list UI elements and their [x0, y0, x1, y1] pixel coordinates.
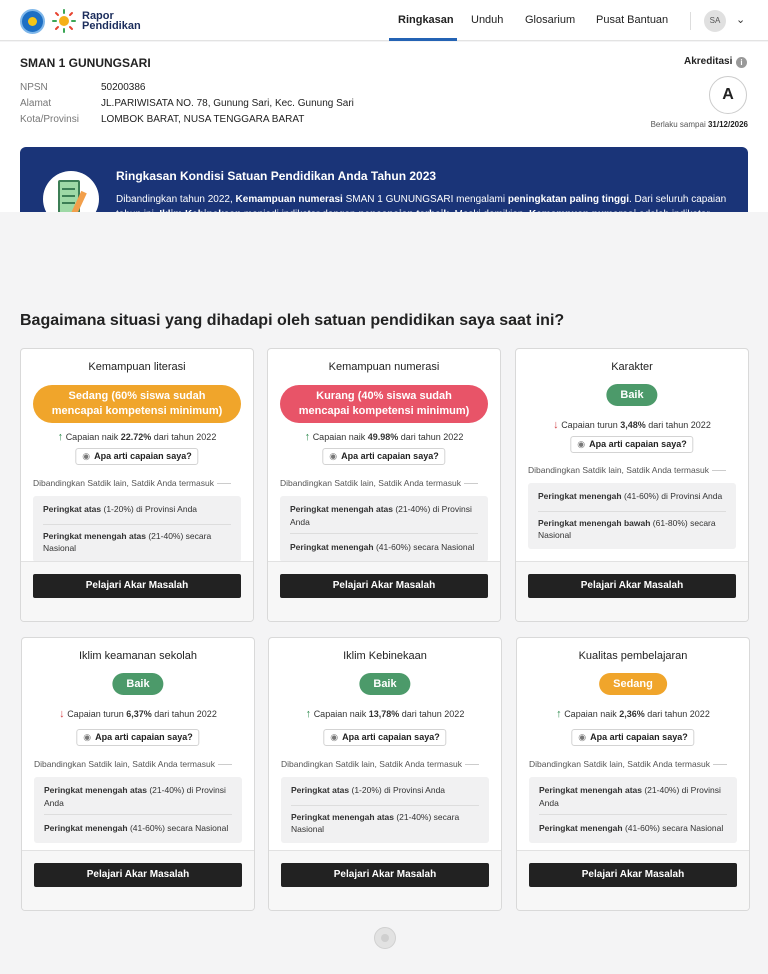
- card-footer: [517, 850, 749, 910]
- arrow-down-icon: ↓: [59, 708, 65, 720]
- nav-divider: [690, 12, 691, 30]
- rank-province: Peringkat menengah atas (21-40%) di Provinsi Anda: [290, 504, 472, 527]
- card-title: Kemampuan literasi: [88, 361, 186, 373]
- trend-text: ↑ Capaian naik 13,78% dari tahun 2022: [305, 708, 465, 720]
- pelajari-akar-masalah-button[interactable]: Pelajari Akar Masalah: [280, 574, 488, 598]
- chevron-down-icon[interactable]: ⌄: [736, 14, 746, 26]
- nav-ringkasan[interactable]: Ringkasan: [398, 14, 454, 26]
- kemendikbud-logo-icon: [20, 9, 45, 34]
- status-badge: Baik: [112, 673, 163, 695]
- card-footer: [22, 850, 254, 910]
- akreditasi-label: Akreditasi: [684, 56, 733, 67]
- compare-label: Dibandingkan Satdik lain, Satdik Anda termasuk: [280, 478, 488, 488]
- eye-icon: ◉: [330, 732, 339, 742]
- rank-national: Peringkat menengah (41-60%) secara Nasional: [290, 542, 475, 552]
- footer-logo-icon: [374, 927, 396, 949]
- trend-text: ↑ Capaian naik 49.98% dari tahun 2022: [304, 431, 464, 443]
- status-badge: Sedang (60% siswa sudah mencapai kompetensi minimum): [33, 385, 241, 423]
- card-numerasi: [267, 348, 501, 622]
- compare-label: Dibandingkan Satdik lain, Satdik Anda termasuk: [34, 759, 242, 769]
- rank-province: Peringkat atas (1-20%) di Provinsi Anda: [43, 504, 198, 514]
- banner-text: Dibandingkan tahun 2022, Kemampuan numerasi SMAN 1 GUNUNGSARI mengalami peningkatan paling tinggi. Dari seluruh capaian: [116, 194, 727, 205]
- card-title: Kualitas pembelajaran: [578, 650, 688, 662]
- card-title: Iklim keamanan sekolah: [78, 650, 197, 662]
- status-badge: Sedang: [599, 673, 667, 695]
- compare-label: Dibandingkan Satdik lain, Satdik Anda termasuk: [528, 465, 736, 475]
- npsn-label: NPSN: [20, 82, 48, 93]
- compare-label: Dibandingkan Satdik lain, Satdik Anda termasuk: [281, 759, 489, 769]
- trend-text: ↓ Capaian turun 3,48% dari tahun 2022: [553, 419, 711, 431]
- active-tab-indicator: [389, 38, 457, 41]
- berlaku-text: Berlaku sampai 31/12/2026: [650, 120, 748, 129]
- kota-value: LOMBOK BARAT, NUSA TENGGARA BARAT: [101, 114, 305, 125]
- compare-label: Dibandingkan Satdik lain, Satdik Anda termasuk: [529, 759, 737, 769]
- kota-label: Kota/Provinsi: [20, 114, 79, 125]
- school-name: SMAN 1 GUNUNGSARI: [20, 56, 151, 70]
- card-footer: [268, 561, 500, 621]
- apa-arti-button[interactable]: ◉ Apa arti capaian saya?: [570, 436, 693, 453]
- card-title: Iklim Kebinekaan: [343, 650, 427, 662]
- rank-national: Peringkat menengah atas (21-40%) secara Nasional: [291, 811, 460, 834]
- nav-unduh[interactable]: Unduh: [471, 14, 504, 26]
- brand-name[interactable]: Rapor Pendidikan: [82, 10, 141, 32]
- rank-national: Peringkat menengah (41-60%) secara Nasional: [44, 823, 229, 833]
- arrow-up-icon: ↑: [57, 431, 64, 443]
- avatar[interactable]: SA: [704, 10, 726, 32]
- card-kualitas-pembelajaran: [516, 637, 750, 911]
- rank-province: Peringkat atas (1-20%) di Provinsi Anda: [291, 785, 446, 795]
- top-nav: [0, 0, 768, 41]
- card-footer: [21, 561, 253, 621]
- card-iklim-kebinekaan: [268, 637, 502, 911]
- arrow-up-icon: ↑: [556, 708, 562, 720]
- rank-province: Peringkat menengah (41-60%) di Provinsi Anda: [538, 491, 723, 501]
- arrow-down-icon: ↓: [553, 419, 559, 431]
- card-title: Karakter: [611, 361, 653, 373]
- rank-box: [281, 777, 489, 843]
- eye-icon: ◉: [82, 451, 91, 461]
- nav-glosarium[interactable]: Glosarium: [525, 14, 576, 26]
- card-iklim-keamanan: [21, 637, 255, 911]
- status-badge: Kurang (40% siswa sudah mencapai kompetensi minimum): [280, 385, 488, 423]
- rapor-sun-logo-icon: [52, 9, 76, 33]
- section-title: Bagaimana situasi yang dihadapi oleh satuan pendidikan saya saat ini?: [20, 312, 565, 329]
- rank-box: [528, 483, 736, 549]
- pelajari-akar-masalah-button[interactable]: Pelajari Akar Masalah: [528, 574, 736, 598]
- rank-national: Peringkat menengah bawah (61-80%) secara Nasional: [538, 517, 716, 540]
- compare-label: Dibandingkan Satdik lain, Satdik Anda termasuk: [33, 478, 241, 488]
- card-karakter: [515, 348, 749, 622]
- arrow-up-icon: ↑: [304, 431, 311, 443]
- pelajari-akar-masalah-button[interactable]: Pelajari Akar Masalah: [281, 863, 489, 887]
- rank-box: [529, 777, 737, 843]
- card-literasi: [20, 348, 254, 622]
- banner-title: Ringkasan Kondisi Satuan Pendidikan Anda Tahun 2023: [116, 169, 437, 183]
- trend-text: ↑ Capaian naik 22.72% dari tahun 2022: [57, 431, 217, 443]
- trend-text: ↑ Capaian naik 2,36% dari tahun 2022: [556, 708, 710, 720]
- eye-icon: ◉: [329, 451, 338, 461]
- nav-pusat-bantuan[interactable]: Pusat Bantuan: [596, 14, 669, 26]
- apa-arti-button[interactable]: ◉ Apa arti capaian saya?: [322, 448, 445, 465]
- apa-arti-button[interactable]: ◉ Apa arti capaian saya?: [571, 729, 694, 746]
- pelajari-akar-masalah-button[interactable]: Pelajari Akar Masalah: [34, 863, 242, 887]
- rank-national: Peringkat menengah (41-60%) secara Nasional: [539, 823, 724, 833]
- rank-province: Peringkat menengah atas (21-40%) di Provinsi Anda: [44, 785, 226, 808]
- akreditasi-badge: A: [709, 76, 747, 114]
- apa-arti-button[interactable]: ◉ Apa arti capaian saya?: [76, 729, 199, 746]
- eye-icon: ◉: [577, 439, 586, 449]
- info-icon[interactable]: i: [736, 57, 747, 68]
- rank-province: Peringkat menengah atas (21-40%) di Provinsi Anda: [539, 785, 721, 808]
- trend-text: ↓ Capaian turun 6,37% dari tahun 2022: [59, 708, 217, 720]
- rank-national: Peringkat menengah atas (21-40%) secara Nasional: [43, 530, 212, 553]
- pelajari-akar-masalah-button[interactable]: Pelajari Akar Masalah: [33, 574, 241, 598]
- apa-arti-button[interactable]: ◉ Apa arti capaian saya?: [323, 729, 446, 746]
- card-footer: [269, 850, 501, 910]
- pelajari-akar-masalah-button[interactable]: Pelajari Akar Masalah: [529, 863, 737, 887]
- card-title: Kemampuan numerasi: [328, 361, 440, 373]
- status-badge: Baik: [606, 384, 657, 406]
- alamat-label: Alamat: [20, 98, 52, 109]
- card-footer: [516, 561, 748, 621]
- eye-icon: ◉: [83, 732, 92, 742]
- rank-box: [33, 496, 241, 562]
- eye-icon: ◉: [578, 732, 587, 742]
- alamat-value: JL.PARIWISATA NO. 78, Gunung Sari, Kec. Gunung Sari: [101, 98, 354, 109]
- status-badge: Baik: [359, 673, 410, 695]
- arrow-up-icon: ↑: [305, 708, 312, 720]
- npsn-value: 50200386: [101, 82, 146, 93]
- rank-box: [34, 777, 242, 843]
- rank-box: [280, 496, 488, 562]
- apa-arti-button[interactable]: ◉ Apa arti capaian saya?: [75, 448, 198, 465]
